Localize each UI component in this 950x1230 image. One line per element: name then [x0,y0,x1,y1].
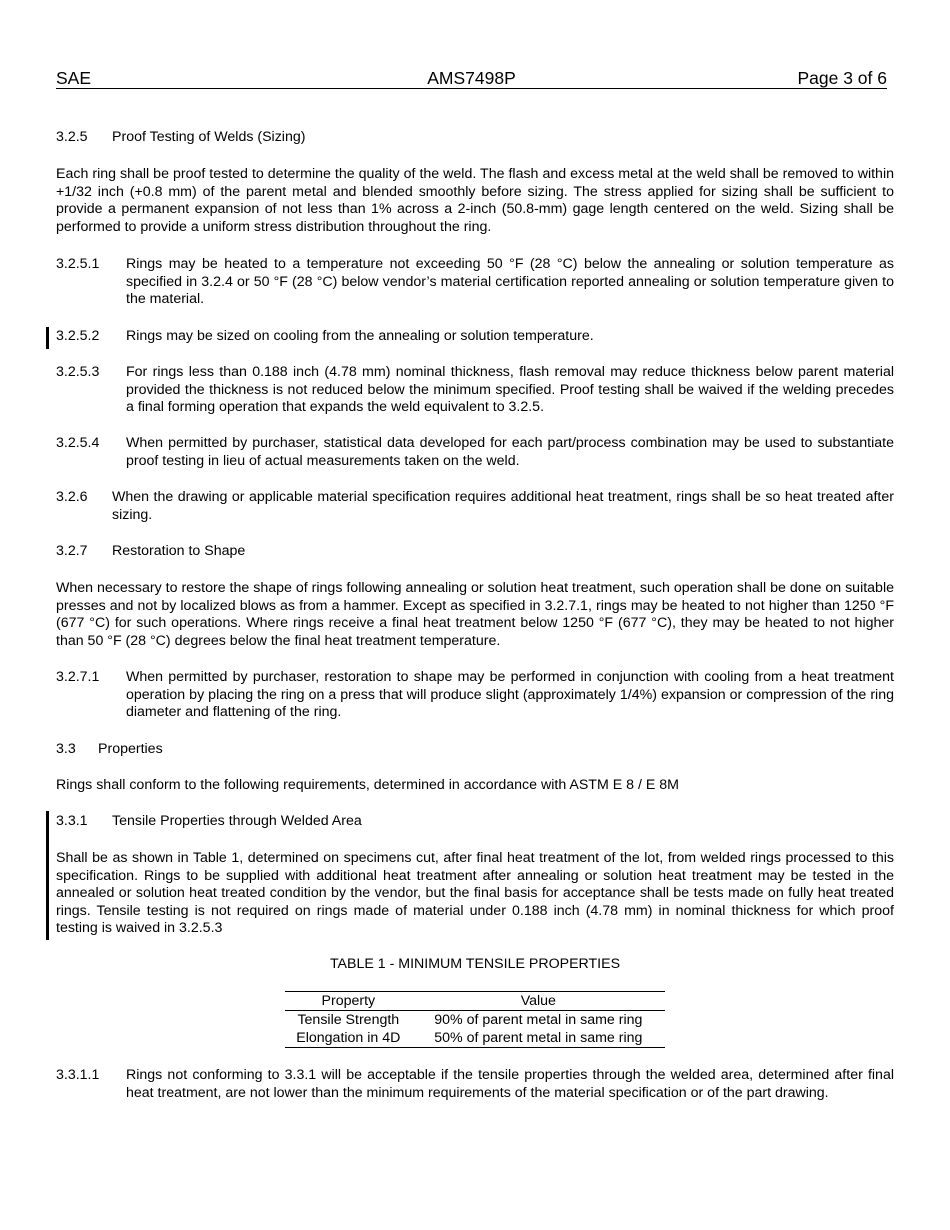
header-org: SAE [56,68,92,88]
clause-text: When permitted by purchaser, statistical data developed for each part/process combination may be used to substantiate proof testing in lieu of actual measurements taken on the weld. [126,435,894,469]
section-title: Proof Testing of Welds (Sizing) [112,129,306,145]
section-title: Tensile Properties through Welded Area [112,813,362,829]
table-row [285,1029,665,1048]
section-number: 3.3 [56,741,76,757]
section-title: Restoration to Shape [112,543,246,559]
clause-number: 3.2.7.1 [56,669,100,685]
paragraph-3-3-1: Shall be as shown in Table 1, determined on specimens cut, after final heat treatment of the lot, from welded rings processed to this specification. Rings to be supplied with additional heat treatment after annealing or solution heat treatment may be tested in the annealed or solution heat treated condition by the vendor, but the final basis for acceptance shall be tests made on fully heat treated rings. Tensile testing is not required on rings made of material under 0.188 inch (4.78 mm) in nominal thickness for which proof testing is waived in 3.2.5.3 [56,850,894,936]
header-doc-number: AMS7498P [427,68,516,88]
table-cell: Elongation in 4D [296,1030,401,1046]
clause-text: Rings may be heated to a temperature not exceeding 50 °F (28 °C) below the annealing or solution temperature as specified in 3.2.4 or 50 °F (28 °C) below vendor’s material certification reported annealing or solution temperature given to the material. [126,256,894,307]
table-cell: 90% of parent metal in same ring [434,1012,643,1028]
section-number: 3.2.5 [56,129,88,145]
section-heading-3-2-7 [56,543,245,561]
table-cell: 50% of parent metal in same ring [434,1030,643,1046]
tensile-properties-table [285,991,665,1048]
clause-3-2-5-1 [56,256,894,309]
clause-number: 3.2.5.2 [56,328,100,344]
clause-3-3-1-1 [56,1067,894,1102]
table-header-row [285,992,665,1011]
clause-text: Rings may be sized on cooling from the annealing or solution temperature. [126,328,594,344]
clause-3-2-5-2 [56,328,894,346]
revision-bar [46,327,49,349]
clause-number: 3.2.5.4 [56,435,100,451]
column-header-property: Property [321,993,376,1009]
clause-3-2-7-1 [56,669,894,722]
revision-bar [46,811,49,940]
clause-text: For rings less than 0.188 inch (4.78 mm) nominal thickness, flash removal may reduce thickness below parent material provided the thickness is not reduced below the minimum specified. Proof testing shall be waived if the welding precedes a final forming operation that expands the weld equivalent to 3.2.5. [126,364,894,415]
page-header [56,68,887,89]
clause-text: When permitted by purchaser, restoration to shape may be performed in conjunction with cooling from a heat treatment operation by placing the ring on a press that will produce slight (approximately 1/4%) expansion or compression of the ring diameter and flattening of the ring. [126,669,894,720]
clause-3-2-6 [56,489,894,524]
table-cell: Tensile Strength [297,1012,400,1028]
paragraph-3-2-7: When necessary to restore the shape of rings following annealing or solution heat treatment, such operation shall be done on suitable presses and not by localized blows as from a hammer. Except as specified in 3.2.7.1, rings may be heated to not higher than 1250 °F (677 °C) for such operations. Where rings receive a final heat treatment below 1250 °F (677 °C), they may be heated to not higher than 50 °F (28 °C) degrees below the final heat treatment temperature. [56,580,894,649]
clause-number: 3.2.6 [56,489,88,505]
clause-3-2-5-3 [56,364,894,417]
paragraph-3-2-5: Each ring shall be proof tested to determine the quality of the weld. The flash and excess metal at the weld shall be removed to within +1/32 inch (+0.8 mm) of the parent metal and blended smoothly before sizing. The stress applied for sizing shall be sufficient to provide a permanent expansion of not less than 1% across a 2-inch (50.8-mm) gage length centered on the weld. Sizing shall be performed to provide a uniform stress distribution throughout the ring. [56,166,894,235]
section-heading-3-3 [56,741,163,759]
table-caption: TABLE 1 - MINIMUM TENSILE PROPERTIES [329,956,621,972]
clause-text: Rings not conforming to 3.3.1 will be acceptable if the tensile properties through the welded area, determined after final heat treatment, are not lower than the minimum requirements of the material specification or of the part drawing. [126,1067,894,1101]
column-header-value: Value [520,993,556,1009]
clause-number: 3.2.5.1 [56,256,100,272]
clause-number: 3.3.1.1 [56,1067,100,1083]
section-heading-3-3-1 [56,813,362,831]
header-page-number: Page 3 of 6 [797,68,887,88]
clause-number: 3.2.5.3 [56,364,100,380]
section-number: 3.2.7 [56,543,88,559]
section-heading-3-2-5 [56,129,305,147]
clause-3-2-5-4 [56,435,894,470]
table-row [285,1011,665,1030]
section-title: Properties [98,741,163,757]
clause-text: When the drawing or applicable material specification requires additional heat treatment, rings shall be so heat treated after sizing. [112,489,894,523]
paragraph-3-3: Rings shall conform to the following requirements, determined in accordance with ASTM E 8 / E 8M [56,777,679,793]
section-number: 3.3.1 [56,813,88,829]
